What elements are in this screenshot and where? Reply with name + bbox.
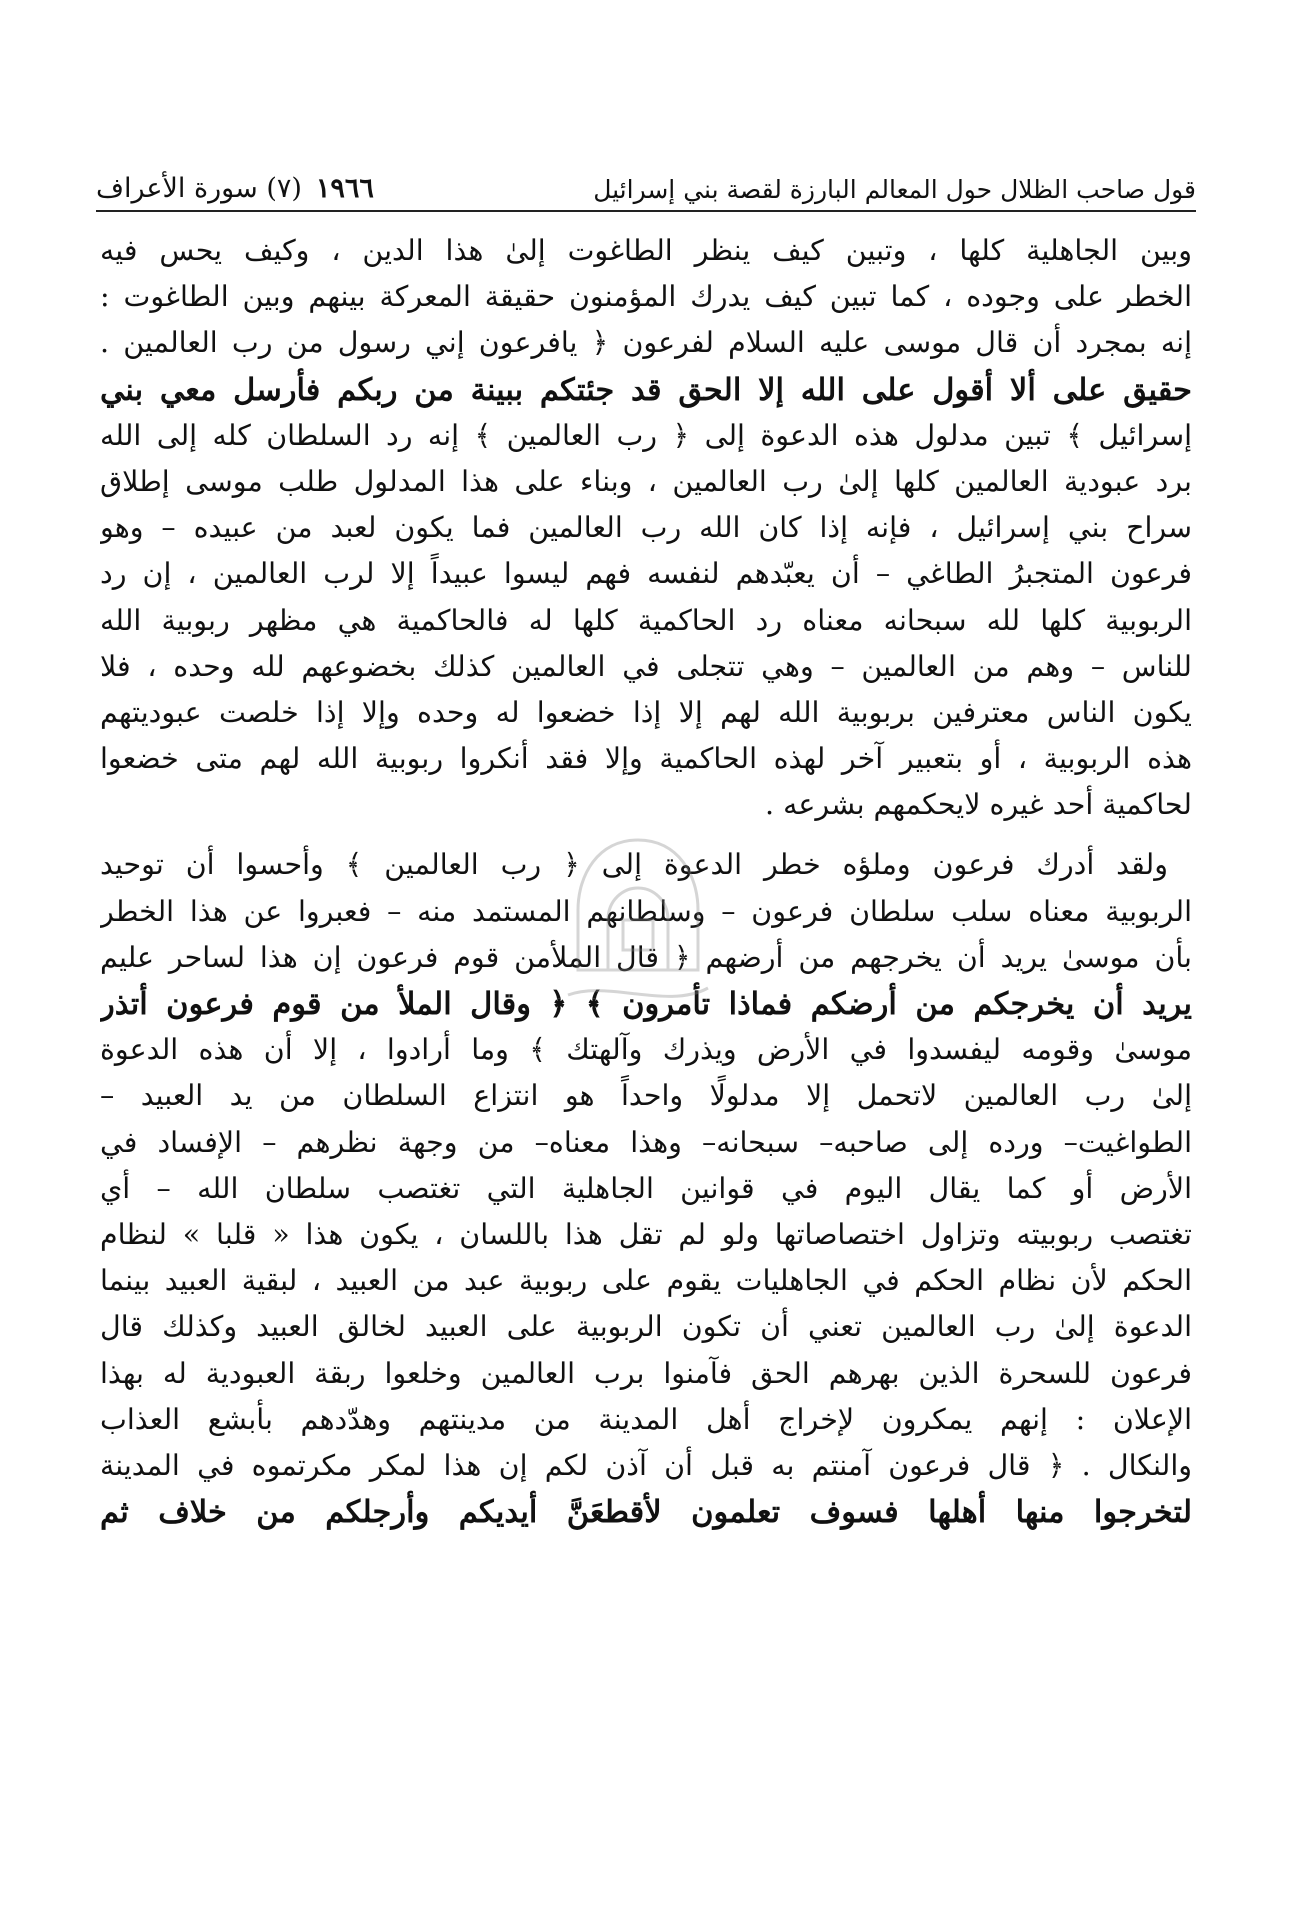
- text-line: الربوبية معناه سلب سلطان فرعون – وسلطانهم المستمد منه – فعبروا عن هذا الخطر: [100, 894, 1192, 928]
- text-line: بأن موسىٰ يريد أن يخرجهم من أرضهم ﴿ قال الملأمن قوم فرعون إن هذا لساحر عليم: [100, 940, 1192, 974]
- text-line: الإعلان : إنهم يمكرون لإخراج أهل المدينة من مدينتهم وهدّدهم بأبشع العذاب: [100, 1402, 1192, 1436]
- text-line: الطواغيت– ورده إلى صاحبه– سبحانه– وهذا معناه– من وجهة نظرهم – الإفساد في: [100, 1125, 1192, 1159]
- text-line: والنكال . ﴿ قال فرعون آمنتم به قبل أن آذن لكم إن هذا لمكر مكرتموه في المدينة: [100, 1448, 1192, 1482]
- text-line: للناس – وهم من العالمين – وهي تتجلى في العالمين كذلك بخضوعهم لله وحده ، فلا: [100, 649, 1192, 683]
- text-line: فرعون للسحرة الذين بهرهم الحق فآمنوا برب العالمين وخلعوا ربقة العبودية له بهذا: [100, 1356, 1192, 1390]
- text-line: الربوبية كلها لله سبحانه معناه رد الحاكمية كلها له فالحاكمية هي مظهر ربوبية الله: [100, 603, 1192, 637]
- text-line: فرعون المتجبرُ الطاغي – أن يعبّدهم لنفسه فهم ليسوا عبيداً إلا لرب العالمين ، إن رد: [100, 557, 1192, 591]
- page-number: ١٩٦٦: [315, 173, 374, 204]
- library-watermark-icon: [538, 820, 738, 1020]
- text-line: ولقد أدرك فرعون وملؤه خطر الدعوة إلى ﴿ رب العالمين ﴾ وأحسوا أن توحيد: [100, 848, 1168, 882]
- text-line: لتخرجوا منها أهلها فسوف تعلمون لأقطعَنَّ أيديكم وأرجلكم من خلاف ثم: [100, 1494, 1192, 1531]
- text-line: هذه الربوبية ، أو بتعبير آخر لهذه الحاكمية وإلا فقد أنكروا ربوبية الله لهم متى خضعوا: [100, 742, 1192, 776]
- text-line: إنه بمجرد أن قال موسى عليه السلام لفرعون ﴿ يافرعون إني رسول من رب العالمين .: [100, 326, 1192, 360]
- text-line: تغتصب ربوبيته وتزاول اختصاصاتها ولو لم تقل هذا باللسان ، يكون هذا « قلبا » لنظام: [100, 1217, 1192, 1251]
- chapter-label: (٧) سورة الأعراف: [96, 173, 302, 204]
- header-rule: [96, 210, 1196, 212]
- text-line: الدعوة إلىٰ رب العالمين تعني أن تكون الربوبية على العبيد لخالق العبيد وكذلك قال: [100, 1310, 1192, 1344]
- text-line: برد عبودية العالمين كلها إلىٰ رب العالمين ، وبناء على هذا المدلول طلب موسى إطلاق: [100, 464, 1192, 498]
- text-line: حقيق على ألا أقول على الله إلا الحق قد جئتكم ببينة من ربكم فأرسل معي بني: [100, 371, 1192, 408]
- page-info: [96, 173, 374, 204]
- text-line: الحكم لأن نظام الحكم في الجاهليات يقوم على ربوبية عبد من العبيد ، لبقية العبيد بينما: [100, 1264, 1192, 1298]
- text-line: وبين الجاهلية كلها ، وتبين كيف ينظر الطاغوت إلىٰ هذا الدين ، وكيف يحس فيه: [100, 234, 1192, 267]
- text-line: الخطر على وجوده ، كما تبين كيف يدرك المؤمنون حقيقة المعركة بينهم وبين الطاغوت :: [100, 280, 1192, 314]
- text-line: سراح بني إسرائيل ، فإنه إذا كان الله رب العالمين فما يكون لعبد من عبيده – وهو: [100, 511, 1192, 545]
- text-line: لحاكمية أحد غيره لايحكمهم بشرعه .: [765, 788, 1192, 822]
- running-title: قول صاحب الظلال حول المعالم البارزة لقصة بني إسرائيل: [593, 175, 1196, 204]
- text-line: إلىٰ رب العالمين لاتحمل إلا مدلولًا واحداً هو انتزاع السلطان من يد العبيد –: [100, 1079, 1192, 1113]
- text-line: يكون الناس معترفين بربوبية الله لهم إلا إذا خضعوا له وحده وإلا إذا خلصت عبوديتهم: [100, 695, 1192, 729]
- text-line: الأرض أو كما يقال اليوم في قوانين الجاهلية التي تغتصب سلطان الله – أي: [100, 1171, 1192, 1205]
- text-line: يريد أن يخرجكم من أرضكم فماذا تأمرون ﴾ ﴿ وقال الملأ من قوم فرعون أتذر: [100, 986, 1192, 1022]
- page-header: [96, 152, 1196, 204]
- text-line: موسىٰ وقومه ليفسدوا في الأرض ويذرك وآلهتك ﴾ وما أرادوا ، إلا أن هذه الدعوة: [100, 1033, 1192, 1067]
- text-line: إسرائيل ﴾ تبين مدلول هذه الدعوة إلى ﴿ رب العالمين ﴾ إنه رد السلطان كله إلى الله: [100, 418, 1192, 452]
